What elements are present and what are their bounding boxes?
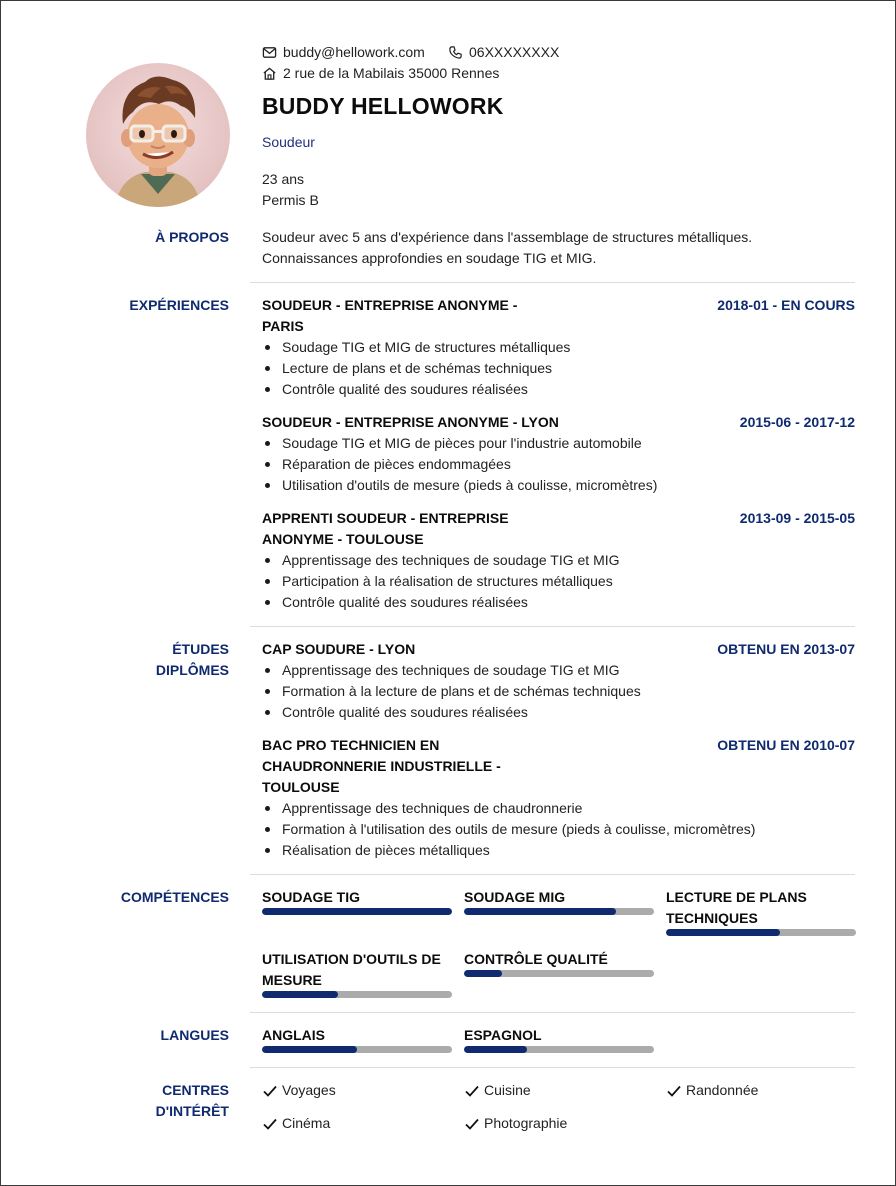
interest-item: [666, 1080, 758, 1101]
entry-title-line: SOUDEUR - ENTREPRISE ANONYME -: [262, 297, 518, 313]
entry-title-line: BAC PRO TECHNICIEN EN: [262, 737, 440, 753]
list-item: Contrôle qualité des soudures réalisées: [262, 379, 570, 400]
section-label-line: DIPLÔMES: [155, 662, 229, 678]
email-text[interactable]: buddy@hellowork.com: [283, 44, 425, 60]
language-level-fill: [262, 1046, 357, 1053]
skill-level-bar: [464, 970, 654, 977]
interest-label: Photographie: [484, 1115, 568, 1131]
list-item: Apprentissage des techniques de soudage TIG et MIG: [262, 550, 620, 571]
bullet-list: [262, 337, 570, 400]
language-level-bar: [464, 1046, 654, 1053]
skill-item: [464, 949, 664, 970]
phone-icon: [448, 45, 463, 60]
section-label-line: CENTRES: [162, 1082, 229, 1098]
skill-level-bar: [666, 929, 856, 936]
about-line-1: Soudeur avec 5 ans d'expérience dans l'assemblage de structures métalliques.: [262, 229, 753, 245]
interest-item: [464, 1113, 567, 1134]
entry-title-line: ANONYME - TOULOUSE: [262, 531, 424, 547]
list-item: Soudage TIG et MIG de pièces pour l'industrie automobile: [262, 433, 657, 454]
skill-item: [262, 949, 462, 991]
home-icon: [262, 66, 277, 81]
list-item: Formation à l'utilisation des outils de mesure (pieds à coulisse, micromètres): [262, 819, 755, 840]
candidate-name: BUDDY HELLOWORK: [262, 93, 504, 119]
skill-name: MESURE: [262, 972, 322, 988]
section-label-line: D'INTÉRÊT: [155, 1103, 229, 1119]
section-divider: [250, 282, 855, 283]
list-item: Contrôle qualité des soudures réalisées: [262, 702, 641, 723]
bullet-list: [262, 433, 657, 496]
entry-date: 2015-06 - 2017-12: [739, 414, 855, 430]
job-title: Soudeur: [262, 134, 315, 150]
list-item: Contrôle qualité des soudures réalisées: [262, 592, 620, 613]
interest-label: Randonnée: [686, 1082, 759, 1098]
list-item: Réalisation de pièces métalliques: [262, 840, 755, 861]
entry-title-line: APPRENTI SOUDEUR - ENTREPRISE: [262, 510, 509, 526]
avatar: [85, 62, 231, 208]
phone-row: [448, 42, 559, 63]
section-label-experiences: EXPÉRIENCES: [129, 297, 229, 313]
language-level-bar: [262, 1046, 452, 1053]
section-divider: [250, 1067, 855, 1068]
education-entry: [262, 735, 562, 798]
section-divider: [250, 626, 855, 627]
address-row: [262, 63, 499, 84]
skill-name: SOUDAGE TIG: [262, 889, 361, 905]
list-item: Apprentissage des techniques de chaudronnerie: [262, 798, 755, 819]
education-entry: [262, 639, 562, 660]
entry-date: OBTENU EN 2010-07: [717, 737, 855, 753]
skill-level-fill: [262, 908, 452, 915]
bullet-list: [262, 798, 755, 861]
avatar-illustration: [85, 62, 231, 208]
skill-name: TECHNIQUES: [666, 910, 758, 926]
language-name: ANGLAIS: [262, 1027, 325, 1043]
skill-level-bar: [464, 908, 654, 915]
interest-label: Cuisine: [484, 1082, 531, 1098]
list-item: Réparation de pièces endommagées: [262, 454, 657, 475]
language-level-fill: [464, 1046, 527, 1053]
skill-level-bar: [262, 991, 452, 998]
bullet-list: [262, 550, 620, 613]
interest-item: [262, 1113, 330, 1134]
interest-label: Voyages: [282, 1082, 336, 1098]
bullet-list: [262, 660, 641, 723]
section-label-languages: LANGUES: [160, 1027, 229, 1043]
entry-date: 2018-01 - EN COURS: [717, 297, 855, 313]
skill-name: UTILISATION D'OUTILS DE: [262, 951, 441, 967]
skill-level-fill: [464, 970, 502, 977]
skill-item: [262, 887, 462, 908]
age: 23 ans: [262, 171, 305, 187]
address-text: 2 rue de la Mabilais 35000 Rennes: [283, 65, 500, 81]
entry-title-line: TOULOUSE: [262, 779, 340, 795]
language-name: ESPAGNOL: [464, 1027, 542, 1043]
check-icon: [262, 1083, 278, 1099]
list-item: Utilisation d'outils de mesure (pieds à coulisse, micromètres): [262, 475, 657, 496]
skill-item: [666, 887, 866, 929]
interest-label: Cinéma: [282, 1115, 331, 1131]
list-item: Apprentissage des techniques de soudage TIG et MIG: [262, 660, 641, 681]
skill-level-fill: [262, 991, 338, 998]
skill-level-fill: [666, 929, 780, 936]
section-label-line: ÉTUDES: [172, 641, 229, 657]
experience-entry: [262, 412, 662, 433]
check-icon: [666, 1083, 682, 1099]
list-item: Formation à la lecture de plans et de schémas techniques: [262, 681, 641, 702]
skill-level-bar: [262, 908, 452, 915]
section-label-about: À PROPOS: [155, 229, 229, 245]
entry-title-line: PARIS: [262, 318, 304, 334]
entry-title-line: CAP SOUDURE - LYON: [262, 641, 416, 657]
experience-entry: [262, 295, 562, 337]
list-item: Participation à la réalisation de structures métalliques: [262, 571, 620, 592]
experience-entry: [262, 508, 562, 550]
skill-name: SOUDAGE MIG: [464, 889, 566, 905]
entry-title-line: CHAUDRONNERIE INDUSTRIELLE -: [262, 758, 501, 774]
email-row: [262, 42, 425, 63]
section-divider: [250, 874, 855, 875]
list-item: Lecture de plans et de schémas techniques: [262, 358, 570, 379]
section-label-skills: COMPÉTENCES: [120, 889, 229, 905]
skill-item: [464, 887, 664, 908]
section-label-studies: [61, 639, 229, 681]
entry-date: OBTENU EN 2013-07: [717, 641, 855, 657]
check-icon: [262, 1116, 278, 1132]
entry-title-line: SOUDEUR - ENTREPRISE ANONYME - LYON: [262, 414, 559, 430]
skill-name: LECTURE DE PLANS: [666, 889, 807, 905]
skill-name: CONTRÔLE QUALITÉ: [464, 951, 608, 967]
check-icon: [464, 1116, 480, 1132]
interest-item: [262, 1080, 336, 1101]
check-icon: [464, 1083, 480, 1099]
driving-license: Permis B: [262, 192, 319, 208]
section-label-interests: [61, 1080, 229, 1122]
entry-date: 2013-09 - 2015-05: [739, 510, 855, 526]
interest-item: [464, 1080, 531, 1101]
section-divider: [250, 1012, 855, 1013]
skill-level-fill: [464, 908, 616, 915]
about-line-2: Connaissances approfondies en soudage TIG et MIG.: [262, 250, 597, 266]
envelope-icon: [262, 45, 277, 60]
list-item: Soudage TIG et MIG de structures métalliques: [262, 337, 570, 358]
phone-text[interactable]: 06XXXXXXXX: [469, 44, 560, 60]
